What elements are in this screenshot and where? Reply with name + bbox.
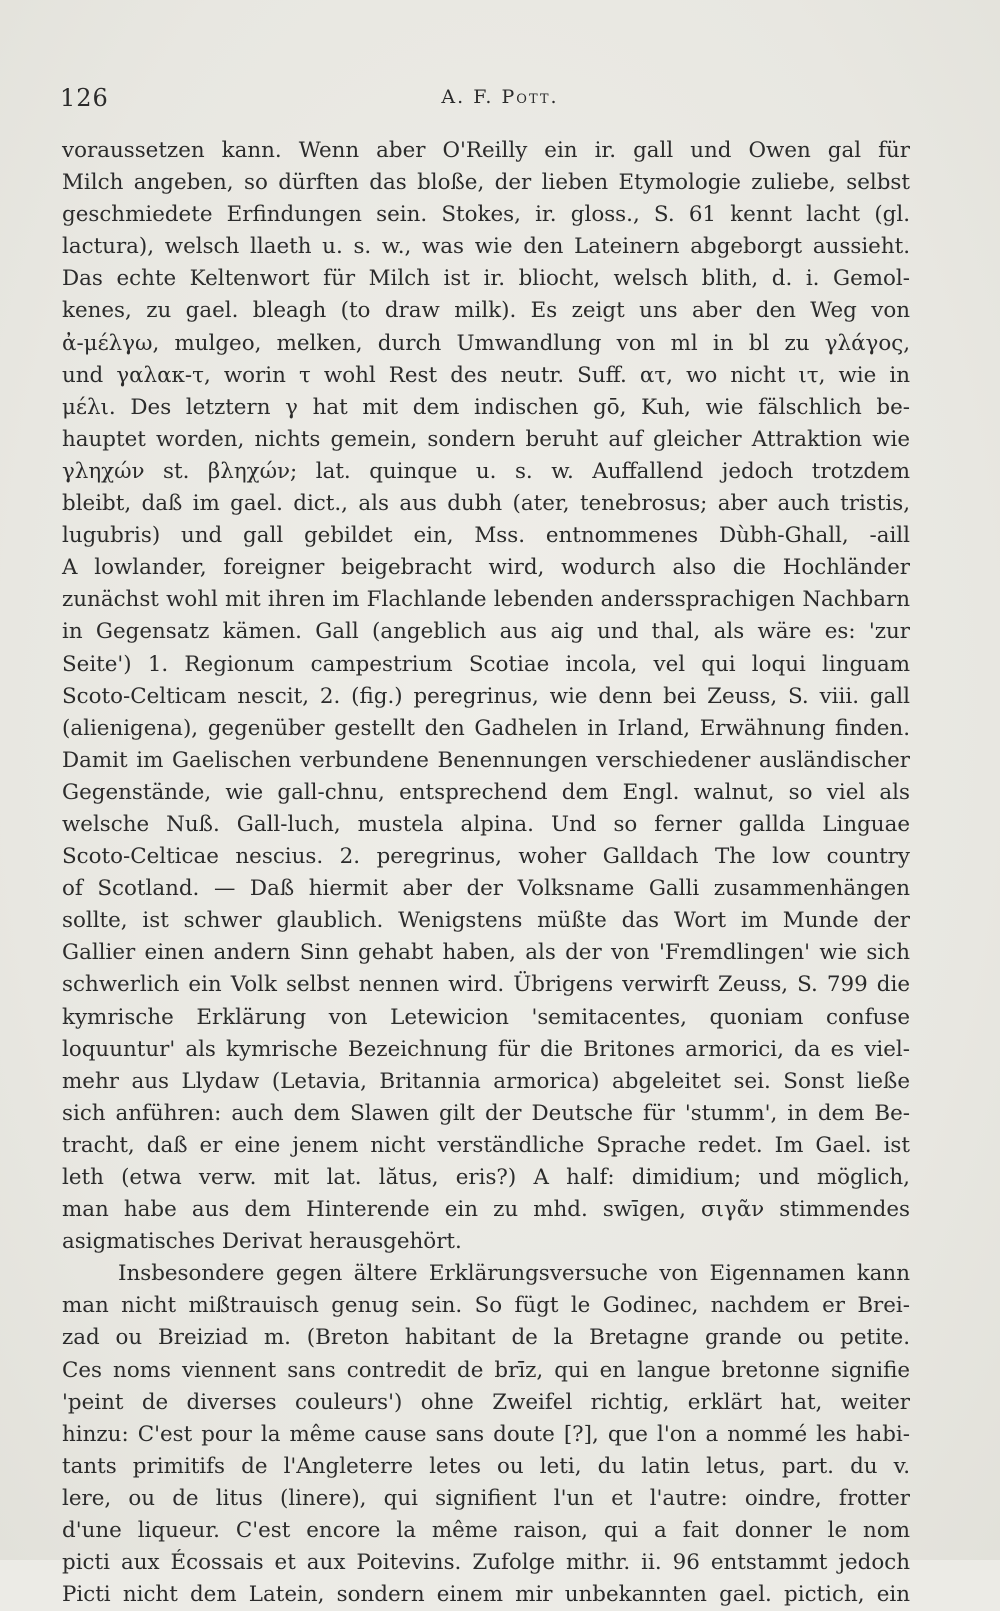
text-line: sollte, ist schwer glaublich. Wenigstens müßte das Wort im Munde der (62, 908, 910, 934)
text-line: μέλι. Des letztern γ hat mit dem indischen gō, Kuh, wie fälschlich be- (62, 394, 910, 420)
text-line: und γαλακ-τ, worin τ wohl Rest des neutr. Suff. ατ, wo nicht ιτ, wie in (62, 362, 910, 388)
text-line: zunächst wohl mit ihren im Flachlande lebenden anderssprachigen Nachbarn (62, 587, 910, 613)
text-line: geschmiedete Erfindungen sein. Stokes, ir. gloss., S. 61 kennt lacht (gl. (62, 202, 910, 228)
text-line: Damit im Gaelischen verbundene Benennungen verschiedener ausländischer (62, 747, 910, 773)
text-line: man habe aus dem Hinterende ein zu mhd. swīgen, σιγᾶν stimmendes (62, 1197, 910, 1223)
text-line: kymrische Erklärung von Letewicion 'semitacentes, quoniam confuse (62, 1004, 910, 1030)
text-line: man nicht mißtrauisch genug sein. So fügt le Godinec, nachdem er Brei- (62, 1293, 910, 1319)
text-line: Ces noms viennent sans contredit de brīz, qui en langue bretonne signifie (62, 1357, 910, 1383)
text-line: voraussetzen kann. Wenn aber O'Reilly ein ir. gall und Owen gal für (62, 138, 910, 163)
text-line: (alienigena), gegenüber gestellt den Gadhelen in Irland, Erwähnung finden. (62, 715, 910, 741)
text-line: Milch angeben, so dürften das bloße, der lieben Etymologie zuliebe, selbst (62, 170, 910, 196)
body-text (62, 135, 910, 1608)
text-line: of Scotland. — Daß hiermit aber der Volksname Galli zusammenhängen (62, 876, 910, 902)
text-line: leth (etwa verw. mit lat. lătus, eris?) A half: dimidium; und möglich, (62, 1165, 910, 1190)
paragraph-start-line: Insbesondere gegen ältere Erklärungsversuche von Eigennamen kann (118, 1261, 910, 1287)
text-line: zad ou Breiziad m. (Breton habitant de la Bretagne grande ou petite. (62, 1325, 910, 1351)
text-line: sich anführen: auch dem Slawen gilt der Deutsche für 'stumm', in dem Be- (62, 1100, 910, 1126)
text-line: Picti nicht dem Latein, sondern einem mir unbekannten gael. pictich, ein (62, 1582, 910, 1608)
paragraph-end-line: asigmatisches Derivat herausgehört. (62, 1229, 462, 1255)
text-line: in Gegensatz kämen. Gall (angeblich aus aig und thal, als wäre es: 'zur (62, 619, 910, 645)
text-line: Scoto-Celticae nescius. 2. peregrinus, woher Galldach The low country (62, 844, 910, 870)
text-line: schwerlich ein Volk selbst nennen wird. Übrigens verwirft Zeuss, S. 799 die (62, 972, 910, 998)
page-header (60, 84, 940, 114)
text-line: tants primitifs de l'Angleterre letes ou leti, du latin letus, part. du v. (62, 1453, 910, 1479)
text-line: picti aux Écossais et aux Poitevins. Zufolge mithr. ii. 96 entstammt jedoch (62, 1550, 910, 1576)
text-line: lugubris) und gall gebildet ein, Mss. entnommenes Dùbh-Ghall, -aill (62, 523, 910, 549)
text-line: welsche Nuß. Gall-luch, mustela alpina. Und so ferner gallda Linguae (62, 811, 910, 837)
text-line: A lowlander, foreigner beigebracht wird, wodurch also die Hochländer (62, 555, 910, 581)
text-line: Gallier einen andern Sinn gehabt haben, als der von 'Fremdlingen' wie sich (62, 940, 910, 966)
text-line: Seite') 1. Regionum campestrium Scotiae incola, vel qui loqui linguam (62, 651, 910, 677)
text-line: 'peint de diverses couleurs') ohne Zweifel richtig, erklärt hat, weiter (62, 1389, 910, 1415)
text-line: ἀ-μέλγω, mulgeo, melken, durch Umwandlung von ml in bl zu γλάγος, (62, 330, 910, 356)
text-line: Das echte Keltenwort für Milch ist ir. bliocht, welsch blith, d. i. Gemol- (62, 266, 910, 292)
text-line: kenes, zu gael. bleagh (to draw milk). Es zeigt uns aber den Weg von (62, 298, 910, 324)
page-number: 126 (60, 84, 109, 112)
text-line: hinzu: C'est pour la même cause sans doute [?], que l'on a nommé les habi- (62, 1421, 910, 1447)
text-line: Gegenstände, wie gall-chnu, entsprechend dem Engl. walnut, so viel als (62, 779, 910, 805)
text-line: lactura), welsch llaeth u. s. w., was wie den Lateinern abgeborgt aussieht. (62, 234, 910, 260)
text-line: mehr aus Llydaw (Letavia, Britannia armorica) abgeleitet sei. Sonst ließe (62, 1068, 910, 1094)
text-line: tracht, daß er eine jenem nicht verständliche Sprache redet. Im Gael. ist (62, 1132, 910, 1158)
text-line: hauptet worden, nichts gemein, sondern beruht auf gleicher Attraktion wie (62, 426, 910, 452)
text-line: bleibt, daß im gael. dict., als aus dubh (ater, tenebrosus; aber auch tristis, (62, 491, 910, 517)
text-line: γληχών st. βληχών; lat. quinque u. s. w. Auffallend jedoch trotzdem (62, 458, 910, 484)
text-line: lere, ou de litus (linere), qui signifient l'un et l'autre: oindre, frotter (62, 1485, 910, 1511)
running-head: A. F. Pott. (441, 86, 559, 108)
text-line: d'une liqueur. C'est encore la même raison, qui a fait donner le nom (62, 1518, 910, 1544)
text-line: Scoto-Celticam nescit, 2. (fig.) peregrinus, wie denn bei Zeuss, S. viii. gall (62, 683, 910, 709)
text-line: loquuntur' als kymrische Bezeichnung für die Britones armorici, da es viel- (62, 1036, 910, 1062)
